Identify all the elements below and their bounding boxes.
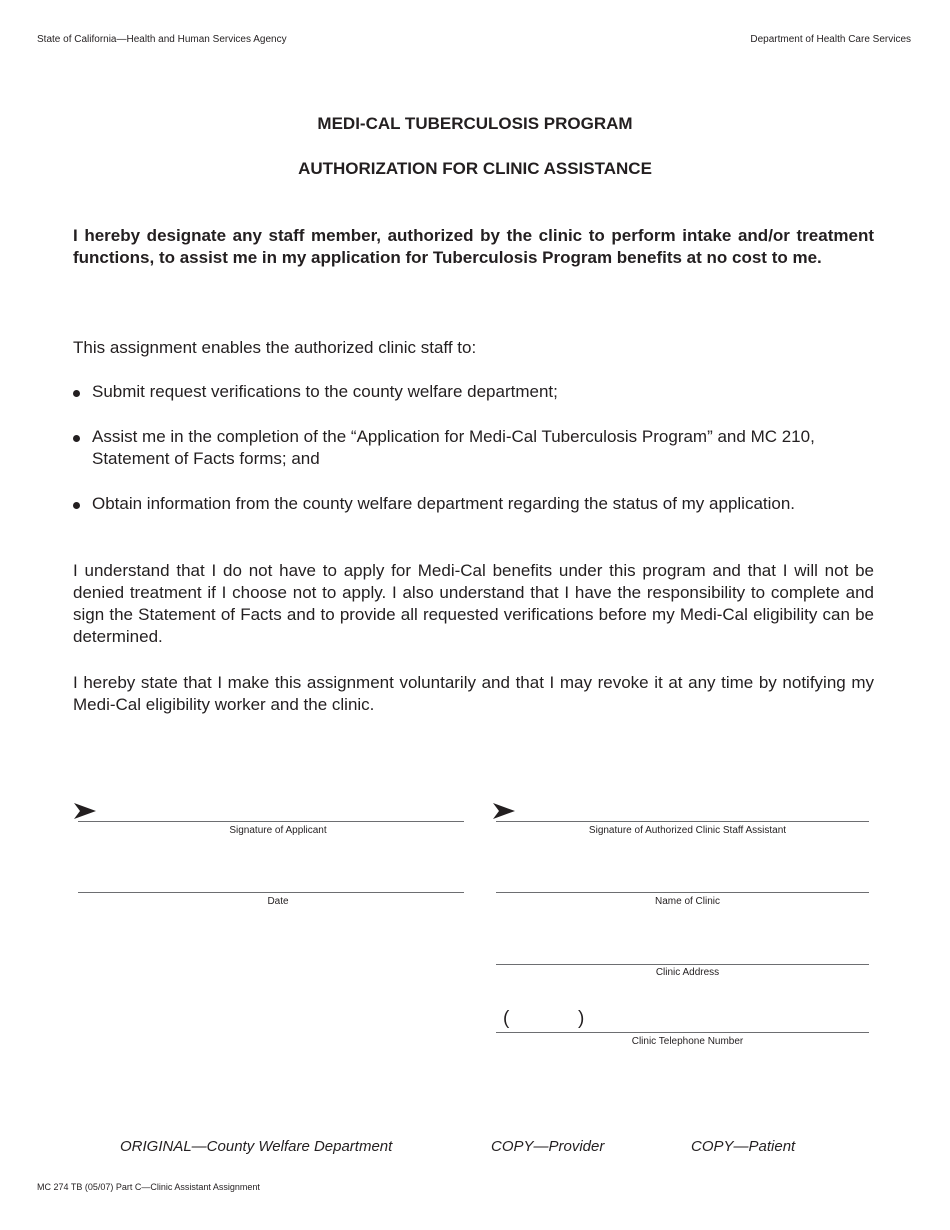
distribution-copy-provider: COPY—Provider <box>491 1138 605 1155</box>
date-line[interactable] <box>78 892 464 893</box>
staff-signature-line[interactable] <box>496 821 869 822</box>
date-label: Date <box>267 896 289 907</box>
signature-arrow-icon <box>74 803 96 819</box>
clinic-phone-line[interactable] <box>496 1032 869 1033</box>
list-item-text: Obtain information from the county welfare department regarding the status of my application. <box>92 494 796 513</box>
department-header: Department of Health Care Services <box>750 34 911 45</box>
clinic-phone-label: Clinic Telephone Number <box>631 1036 744 1047</box>
distribution-original: ORIGINAL—County Welfare Department <box>120 1138 393 1155</box>
clinic-address-line[interactable] <box>496 964 869 965</box>
program-title: MEDI-CAL TUBERCULOSIS PROGRAM <box>317 114 633 133</box>
staff-signature-label: Signature of Authorized Clinic Staff Assistant <box>588 825 787 836</box>
bullet-icon <box>73 502 80 509</box>
list-item-text: Submit request verifications to the county welfare department; <box>92 382 558 401</box>
list-item-text: Assist me in the completion of the “Application for Medi-Cal Tuberculosis Program” and MC 210, Statement of Facts forms; and <box>92 427 815 468</box>
form-id: MC 274 TB (05/07) Part C—Clinic Assistant Assignment <box>37 1182 260 1192</box>
signature-arrow-icon <box>493 803 515 819</box>
distribution-copy-patient: COPY—Patient <box>691 1138 796 1155</box>
clinic-name-line[interactable] <box>496 892 869 893</box>
understanding-statement: I understand that I do not have to apply for Medi-Cal benefits under this program and that I will not be denied treatment if I choose not to apply. I also understand that I have the responsibility to complete and sign the Statement of Facts and to provide all requested verifications before my Medi-Cal eligibility can be determined. <box>73 561 874 646</box>
form-title: AUTHORIZATION FOR CLINIC ASSISTANCE <box>298 159 652 178</box>
clinic-name-label: Name of Clinic <box>654 896 721 907</box>
phone-area-close-paren: ) <box>578 1008 585 1029</box>
phone-area-open-paren: ( <box>503 1008 510 1029</box>
agency-header: State of California—Health and Human Services Agency <box>37 34 287 45</box>
clinic-address-label: Clinic Address <box>655 967 720 978</box>
assignment-lead: This assignment enables the authorized clinic staff to: <box>73 338 477 357</box>
applicant-signature-line[interactable] <box>78 821 464 822</box>
bullet-icon <box>73 390 80 397</box>
designation-statement: I hereby designate any staff member, authorized by the clinic to perform intake and/or treatment functions, to assist me in my application for Tuberculosis Program benefits at no cost to me. <box>73 226 874 267</box>
voluntary-statement: I hereby state that I make this assignment voluntarily and that I may revoke it at any time by notifying my Medi-Cal eligibility worker and the clinic. <box>73 673 874 714</box>
bullet-icon <box>73 435 80 442</box>
applicant-signature-label: Signature of Applicant <box>229 825 327 836</box>
